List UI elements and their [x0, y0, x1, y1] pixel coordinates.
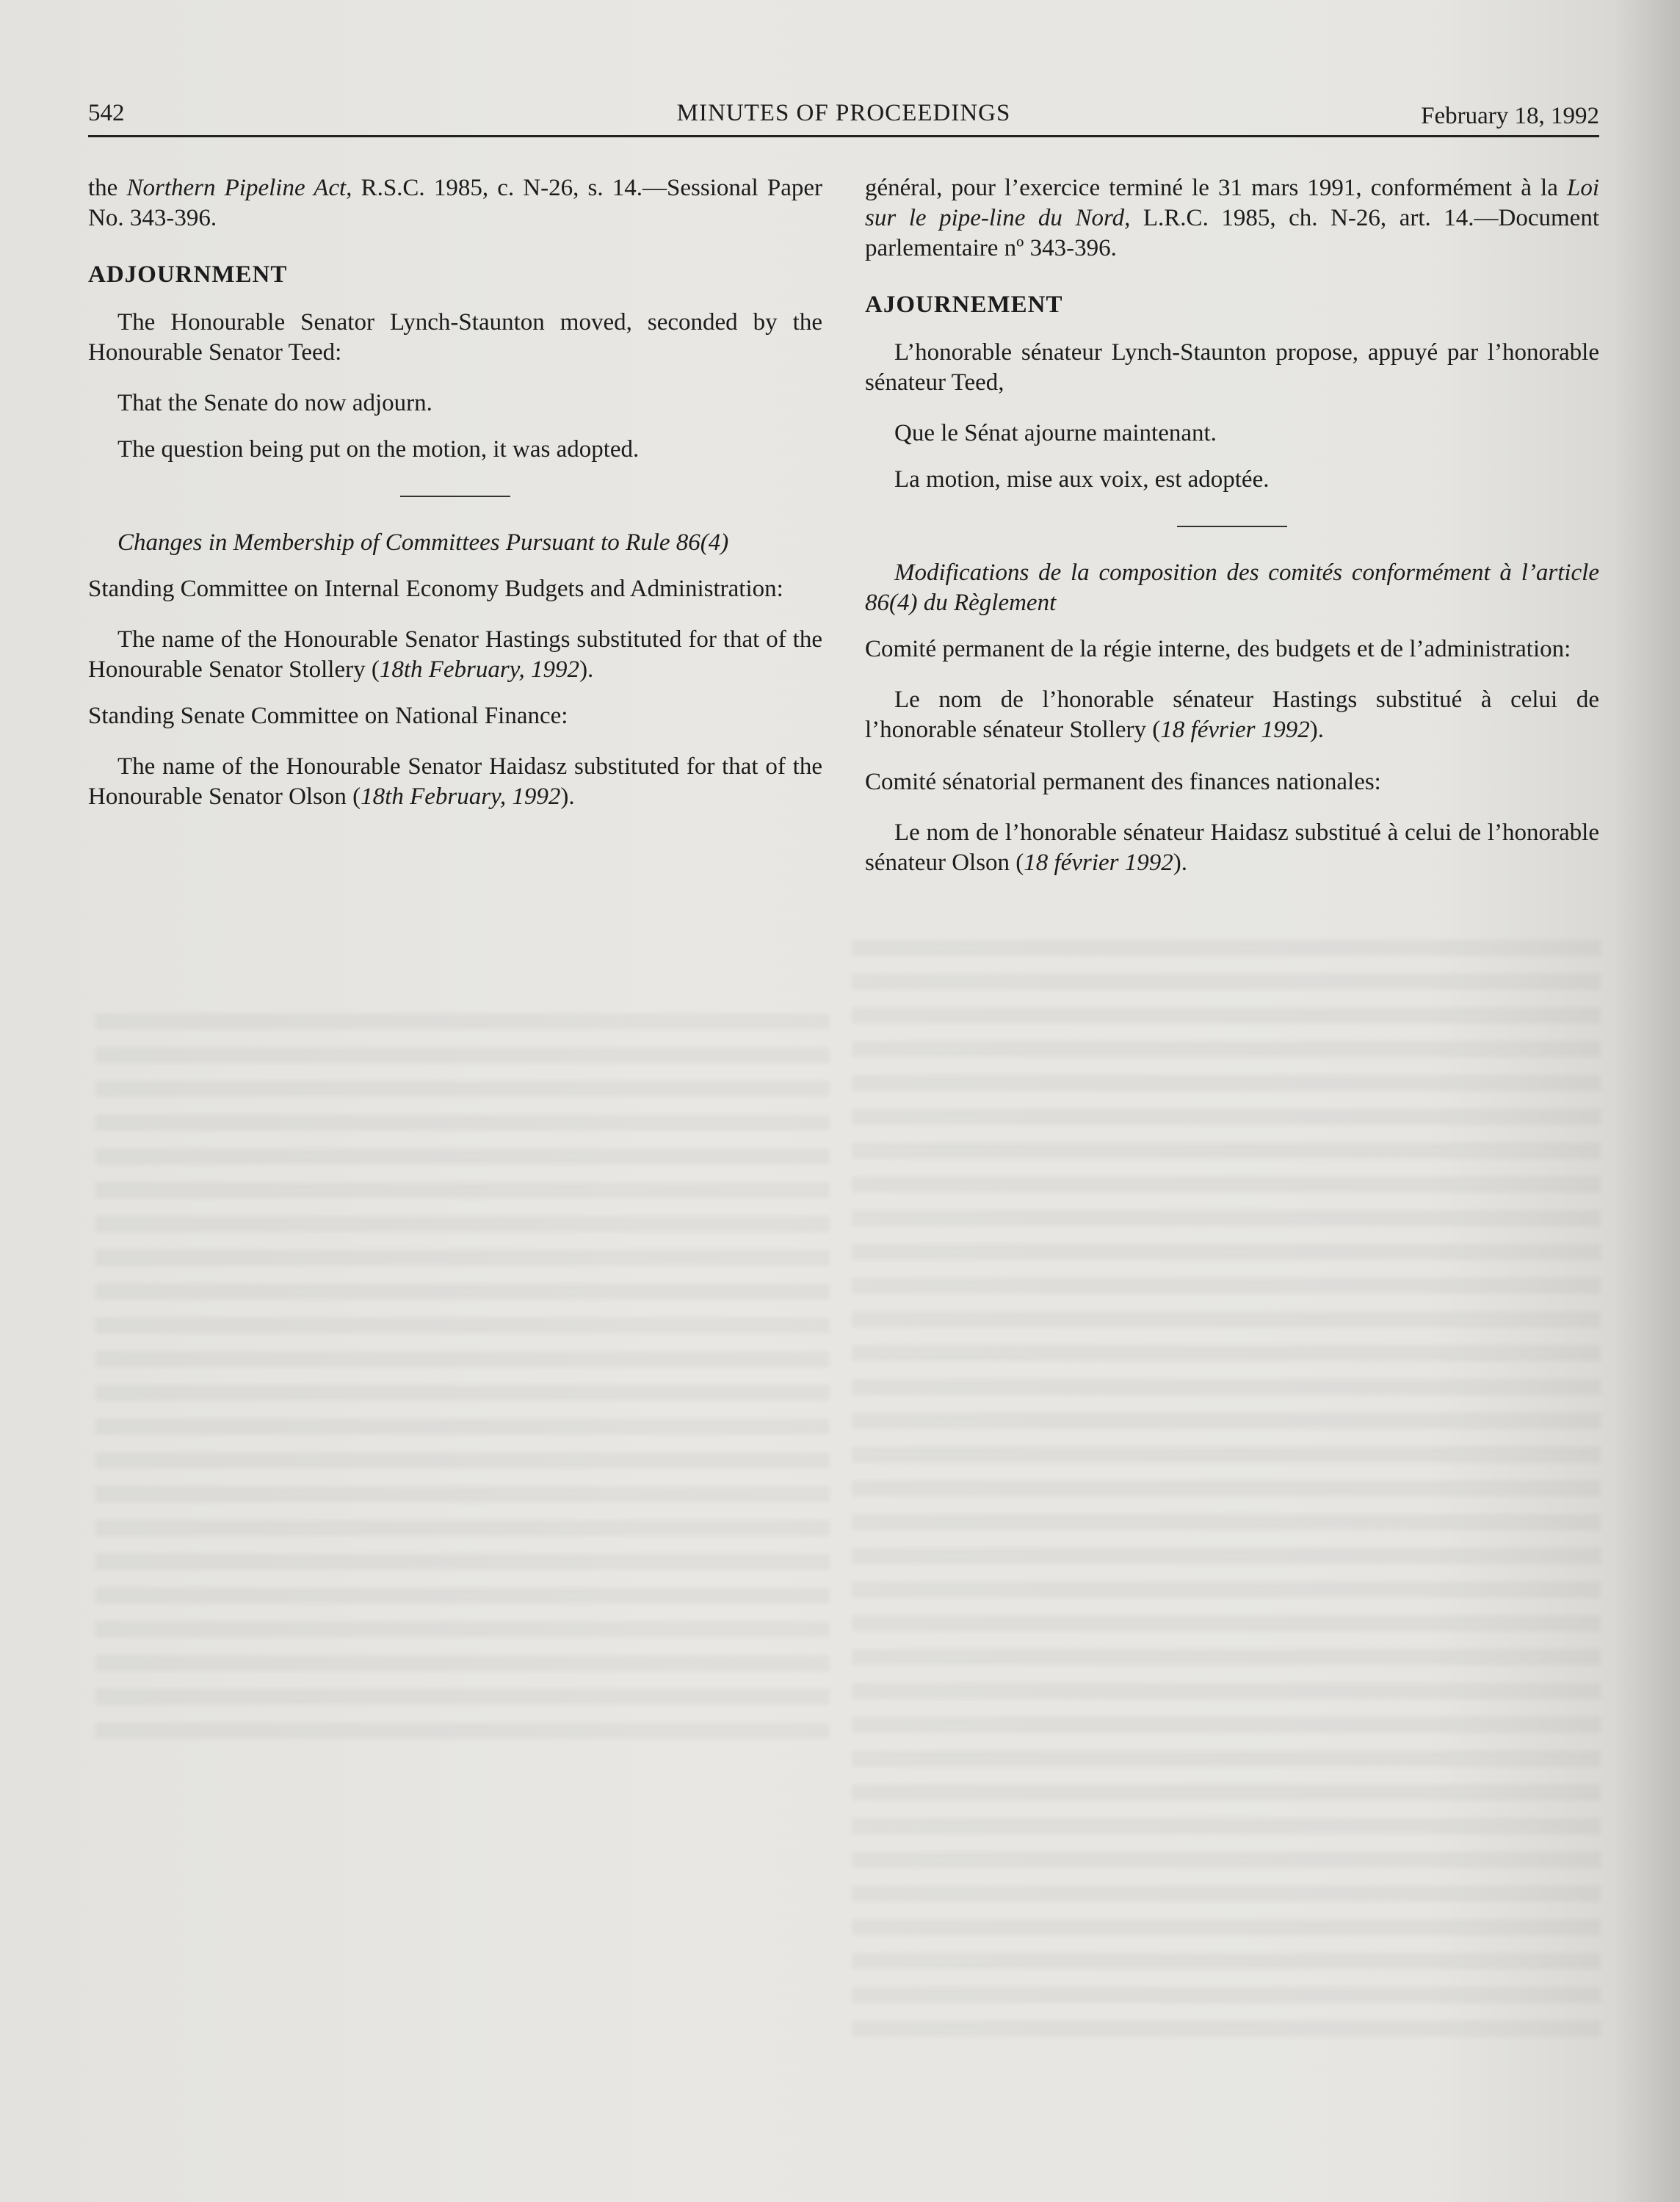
subsection-heading: Changes in Membership of Committees Pursuant to Rule 86(4) [117, 529, 729, 556]
substitution-date: 18 février 1992 [1024, 850, 1173, 876]
membership-substitution: The name of the Honourable Senator Hastings substituted for that of the Honourable Senator Stollery (18th February, 1992). [88, 626, 822, 683]
english-column [88, 173, 822, 812]
french-column [865, 173, 1599, 878]
membership-substitution: Le nom de l’honorable sénateur Hastings substitué à celui de l’honorable sénateur Stollery (18 février 1992). [865, 687, 1599, 743]
act-title: Northern Pipeline Act, [126, 175, 352, 201]
motion-result: La motion, mise aux voix, est adoptée. [894, 466, 1270, 493]
substitution-date: 18 février 1992 [1160, 717, 1310, 743]
page-header [88, 97, 1599, 137]
sessional-paper-continuation: the Northern Pipeline Act, R.S.C. 1985, c. N-26, s. 14.—Sessional Paper No. 343-396. [88, 175, 822, 231]
motion-mover: The Honourable Senator Lynch-Staunton moved, seconded by the Honourable Senator Teed: [88, 309, 822, 366]
committee-name: Comité sénatorial permanent des finances nationales: [865, 769, 1381, 795]
motion-result: The question being put on the motion, it was adopted. [117, 436, 640, 463]
committee-name: Comité permanent de la régie interne, des budgets et de l’administration: [865, 636, 1571, 662]
section-heading: AJOURNEMENT [865, 291, 1063, 318]
membership-substitution: The name of the Honourable Senator Haidasz substituted for that of the Honourable Senator Olson (18th February, 1992). [88, 753, 822, 810]
section-heading: ADJOURNMENT [88, 261, 288, 288]
show-through-texture [852, 940, 1601, 2041]
committee-name: Standing Committee on Internal Economy Budgets and Administration: [88, 576, 783, 602]
substitution-date: 18th February, 1992 [379, 656, 580, 683]
running-title: MINUTES OF PROCEEDINGS [676, 100, 1011, 126]
header-date: February 18, 1992 [1421, 103, 1599, 129]
show-through-texture [95, 1013, 830, 1748]
motion-text: That the Senate do now adjourn. [117, 390, 432, 416]
committee-name: Standing Senate Committee on National Finance: [88, 703, 568, 729]
subsection-heading: Modifications de la composition des comités conformément à l’article 86(4) du Règlement [865, 559, 1599, 616]
membership-substitution: Le nom de l’honorable sénateur Haidasz substitué à celui de l’honorable sénateur Olson (18 février 1992). [865, 819, 1599, 876]
sessional-paper-continuation: général, pour l’exercice terminé le 31 mars 1991, conformément à la Loi sur le pipe-line du Nord, L.R.C. 1985, ch. N-26, art. 14.—Document parlementaire nº 343-396. [865, 175, 1600, 261]
page-number: 542 [88, 100, 125, 126]
motion-text: Que le Sénat ajourne maintenant. [894, 420, 1217, 446]
motion-mover: L’honorable sénateur Lynch-Staunton propose, appuyé par l’honorable sénateur Teed, [865, 339, 1599, 396]
act-title: Loi sur le pipe-line du Nord, [865, 175, 1599, 231]
substitution-date: 18th February, 1992 [361, 783, 561, 810]
